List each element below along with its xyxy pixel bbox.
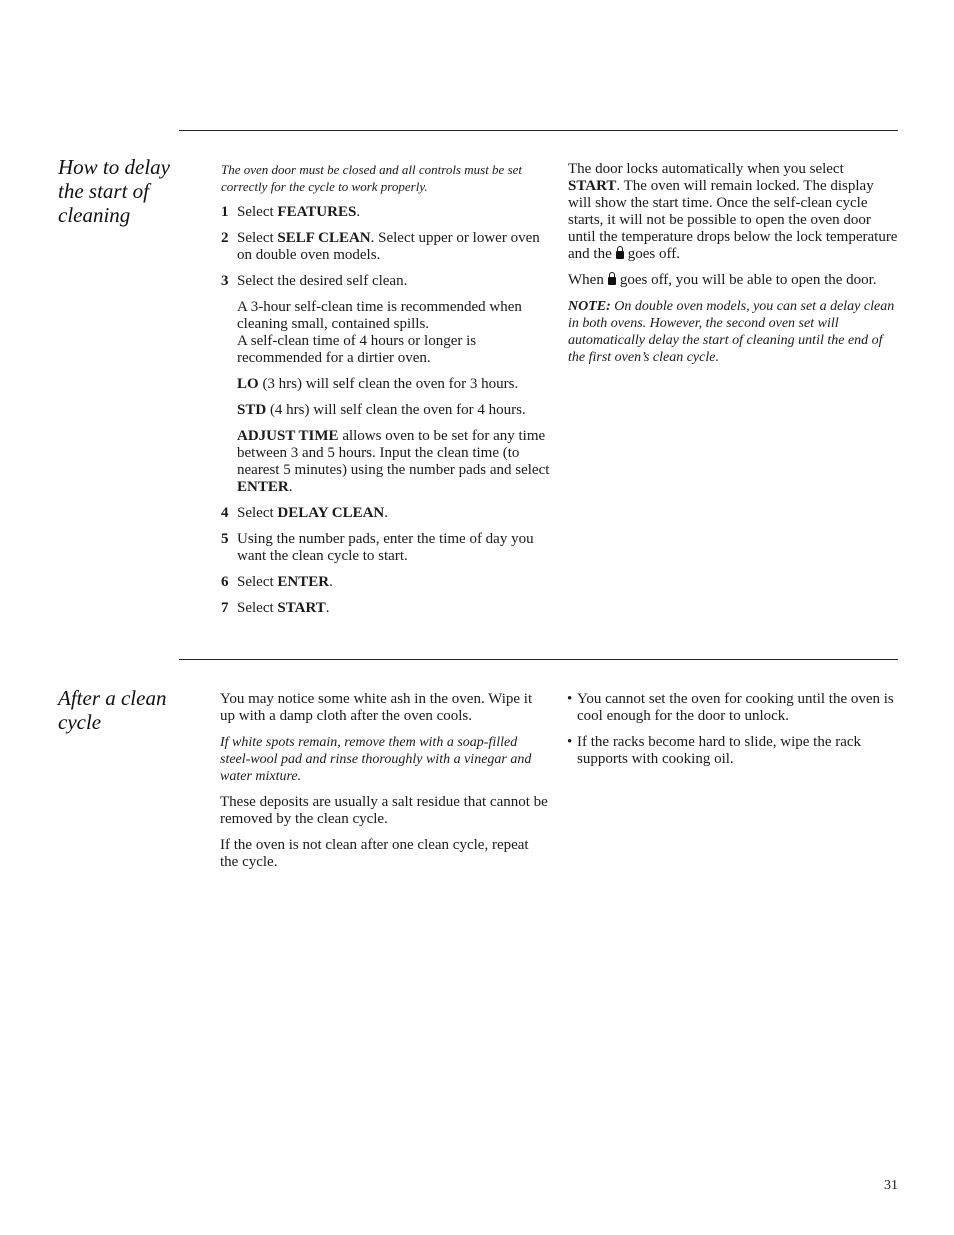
option-lo-label: LO xyxy=(237,376,259,392)
step-text: Using the number pads, enter the time of day you want the clean cycle to start. xyxy=(237,531,534,564)
step-3 xyxy=(221,273,551,290)
option-adjust-end: . xyxy=(288,479,293,495)
step-number: 6 xyxy=(221,574,229,590)
section-divider-middle xyxy=(179,659,898,660)
section-divider-top xyxy=(179,130,898,131)
door-open-text-end: goes off, you will be able to open the door. xyxy=(619,272,877,288)
list-item xyxy=(567,691,898,725)
option-adjust-text: allows oven to be set for any time between 3 and 5 hours. Input the clean time (to nearest 5 minutes) using the number pads and select xyxy=(237,428,550,478)
door-lock-info xyxy=(568,161,898,375)
option-std-label: STD xyxy=(237,402,267,418)
step-5 xyxy=(221,531,551,565)
step-text-end: . xyxy=(325,600,330,616)
start-key: START xyxy=(568,178,617,194)
lock-icon xyxy=(616,246,624,259)
option-adjust-label: ADJUST TIME xyxy=(237,428,339,444)
step-text-end: . xyxy=(329,574,333,590)
delay-clean-instructions xyxy=(221,161,551,626)
option-std xyxy=(221,402,551,419)
option-lo xyxy=(221,376,551,393)
recommend-line-1: A 3-hour self-clean time is recommended when cleaning small, contained spills. xyxy=(237,299,522,332)
step-text: Select xyxy=(237,600,278,616)
ash-paragraph: You may notice some white ash in the oven. Wipe it up with a damp cloth after the oven cools. xyxy=(220,691,533,724)
step-4 xyxy=(221,505,551,522)
step-text-end: . xyxy=(356,204,361,220)
step-1 xyxy=(221,204,551,221)
step-number: 4 xyxy=(221,505,229,521)
bullet-icon: • xyxy=(567,734,573,750)
double-oven-note xyxy=(568,298,898,366)
step-key: START xyxy=(277,600,326,616)
salt-residue-paragraph: These deposits are usually a salt residue that cannot be removed by the clean cycle. xyxy=(220,794,548,827)
bullet-icon: • xyxy=(567,691,573,707)
step-key: FEATURES xyxy=(277,204,357,220)
step-key: SELF CLEAN xyxy=(277,230,371,246)
step-number: 2 xyxy=(221,230,229,246)
step-2 xyxy=(221,230,551,264)
step-number: 1 xyxy=(221,204,229,220)
option-adjust-key: ENTER xyxy=(237,479,289,495)
step-7 xyxy=(221,600,551,617)
step-text: Select xyxy=(237,230,278,246)
step-key: DELAY CLEAN xyxy=(277,505,385,521)
door-lock-text-end: goes off. xyxy=(627,246,680,262)
step-number: 3 xyxy=(221,273,229,289)
door-open-paragraph xyxy=(568,272,898,289)
step-text-end: . Select upper or lower oven on double oven models. xyxy=(237,230,540,263)
step-number: 7 xyxy=(221,600,229,616)
step-3-recommendation xyxy=(221,299,551,367)
door-lock-text: The door locks automatically when you select xyxy=(568,161,844,177)
note-text: On double oven models, you can set a delay clean in both ovens. However, the second oven set will automatically delay the start of cleaning until the end of the first oven’s clean cycle. xyxy=(568,299,895,365)
door-lock-paragraph xyxy=(568,161,898,263)
step-text-end: . xyxy=(384,505,388,521)
section-heading-delay-clean: How to delay the start of cleaning xyxy=(58,155,170,227)
option-adjust-time xyxy=(221,428,551,496)
step-text: Select xyxy=(237,505,278,521)
option-std-text: (4 hrs) will self clean the oven for 4 hours. xyxy=(266,402,526,418)
bullet-text: If the racks become hard to slide, wipe the rack supports with cooking oil. xyxy=(577,734,862,767)
step-key: ENTER xyxy=(277,574,330,590)
after-clean-right xyxy=(567,691,898,777)
note-label: NOTE: xyxy=(568,299,611,314)
door-open-text: When xyxy=(568,272,604,288)
intro-note: The oven door must be closed and all controls must be set correctly for the cycle to work properly. xyxy=(221,162,523,194)
after-clean-left xyxy=(220,691,550,880)
step-text: Select the desired self clean. xyxy=(237,273,408,289)
door-lock-text-cont: . The oven will remain locked. The display will show the start time. Once the self-clean cycle starts, it will not be possible to open the oven door until the temperature drops below the lock temperature and the xyxy=(568,178,898,262)
page-number: 31 xyxy=(884,1178,898,1193)
section-heading-after-clean: After a clean cycle xyxy=(58,686,167,734)
step-number: 5 xyxy=(221,531,229,547)
list-item xyxy=(567,734,898,768)
step-text: Select xyxy=(237,204,278,220)
white-spots-paragraph: If white spots remain, remove them with a soap-filled steel-wool pad and rinse thoroughly with a vinegar and water mixture. xyxy=(220,735,532,784)
recommend-line-2: A self-clean time of 4 hours or longer is recommended for a dirtier oven. xyxy=(237,333,477,366)
option-lo-text: (3 hrs) will self clean the oven for 3 hours. xyxy=(258,376,519,392)
step-6 xyxy=(221,574,551,591)
bullet-text: You cannot set the oven for cooking until the oven is cool enough for the door to unlock. xyxy=(577,691,894,724)
repeat-cycle-paragraph: If the oven is not clean after one clean cycle, repeat the cycle. xyxy=(220,837,529,870)
step-text: Select xyxy=(237,574,278,590)
lock-icon xyxy=(608,272,616,285)
